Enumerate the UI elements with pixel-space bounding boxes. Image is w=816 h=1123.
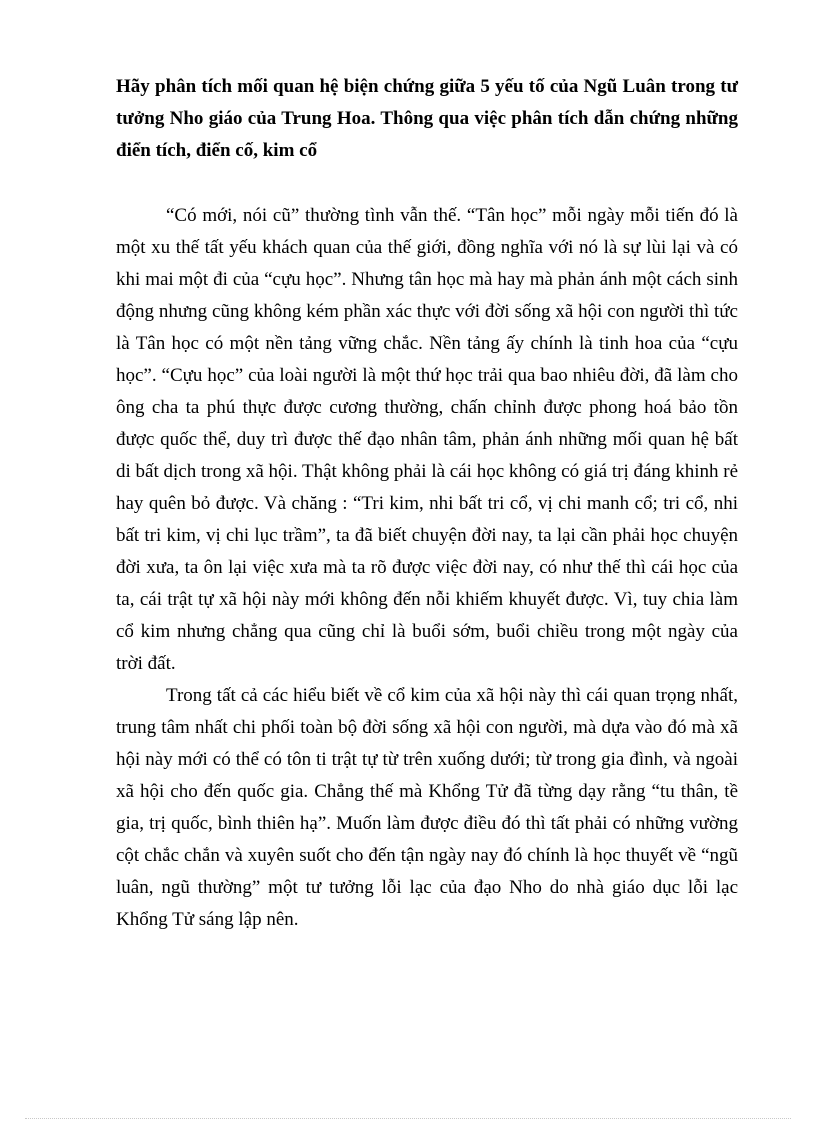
paragraph: “Có mới, nói cũ” thường tình vẫn thế. “Tân học” mỗi ngày mỗi tiến đó là một xu thế tất yếu khách quan của thế giới, đồng nghĩa với nó là sự lùi lại và có khi mai một đi của “cựu học”. Nhưng tân học mà hay mà phản ánh một cách sinh động nhưng cũng không kém phần xác thực với đời sống xã hội con người thì tức là Tân học có một nền tảng vững chắc. Nền tảng ấy chính là tinh hoa của “cựu học”. “Cựu học” của loài người là một thứ học trải qua bao nhiêu đời, đã làm cho ông cha ta phú thực được cương thường, chấn chỉnh được phong hoá bảo tồn được quốc thể, duy trì được thế đạo nhân tâm, phản ánh những mối quan hệ bất di bất dịch trong xã hội. Thật không phải là cái học không có giá trị đáng khinh rẻ hay quên bỏ được. Và chăng : “Tri kim, nhi bất tri cổ, vị chi manh cổ; tri cổ, nhi bất tri kim, vị chi lục trầm”, ta đã biết chuyện đời nay, ta lại cần phải học chuyện đời xưa, ta ôn lại việc xưa mà ta rõ được việc đời nay, có như thế thì cái học của ta, cái trật tự xã hội này mới không đến nỗi khiếm khuyết được. Vì, tuy chia làm cổ kim nhưng chẳng qua cũng chỉ là buổi sớm, buổi chiều trong một ngày của trời đất. [116, 205, 738, 674]
page-bottom-divider [25, 1118, 791, 1119]
document-title: Hãy phân tích mối quan hệ biện chứng giữa 5 yếu tố của Ngũ Luân trong tư tưởng Nho giáo của Trung Hoa. Thông qua việc phân tích dẫn chứng những điển tích, điển cố, kim cổ [116, 76, 738, 161]
document-body [116, 200, 738, 936]
paragraph: Trong tất cả các hiểu biết về cổ kim của xã hội này thì cái quan trọng nhất, trung tâm nhất chi phối toàn bộ đời sống xã hội con người, mà dựa vào đó mà xã hội này mới có thể có tôn ti trật tự từ trên xuống dưới; từ trong gia đình, và ngoài xã hội cho đến quốc gia. Chẳng thế mà Khổng Tử đã từng dạy rằng “tu thân, tề gia, trị quốc, bình thiên hạ”. Muốn làm được điều đó thì tất phải có những vường cột chắc chắn và xuyên suốt cho đến tận ngày nay đó chính là học thuyết về “ngũ luân, ngũ thường” một tư tưởng lỗi lạc của đạo Nho do nhà giáo dục lỗi lạc Khổng Tử sáng lập nên. [116, 685, 738, 930]
